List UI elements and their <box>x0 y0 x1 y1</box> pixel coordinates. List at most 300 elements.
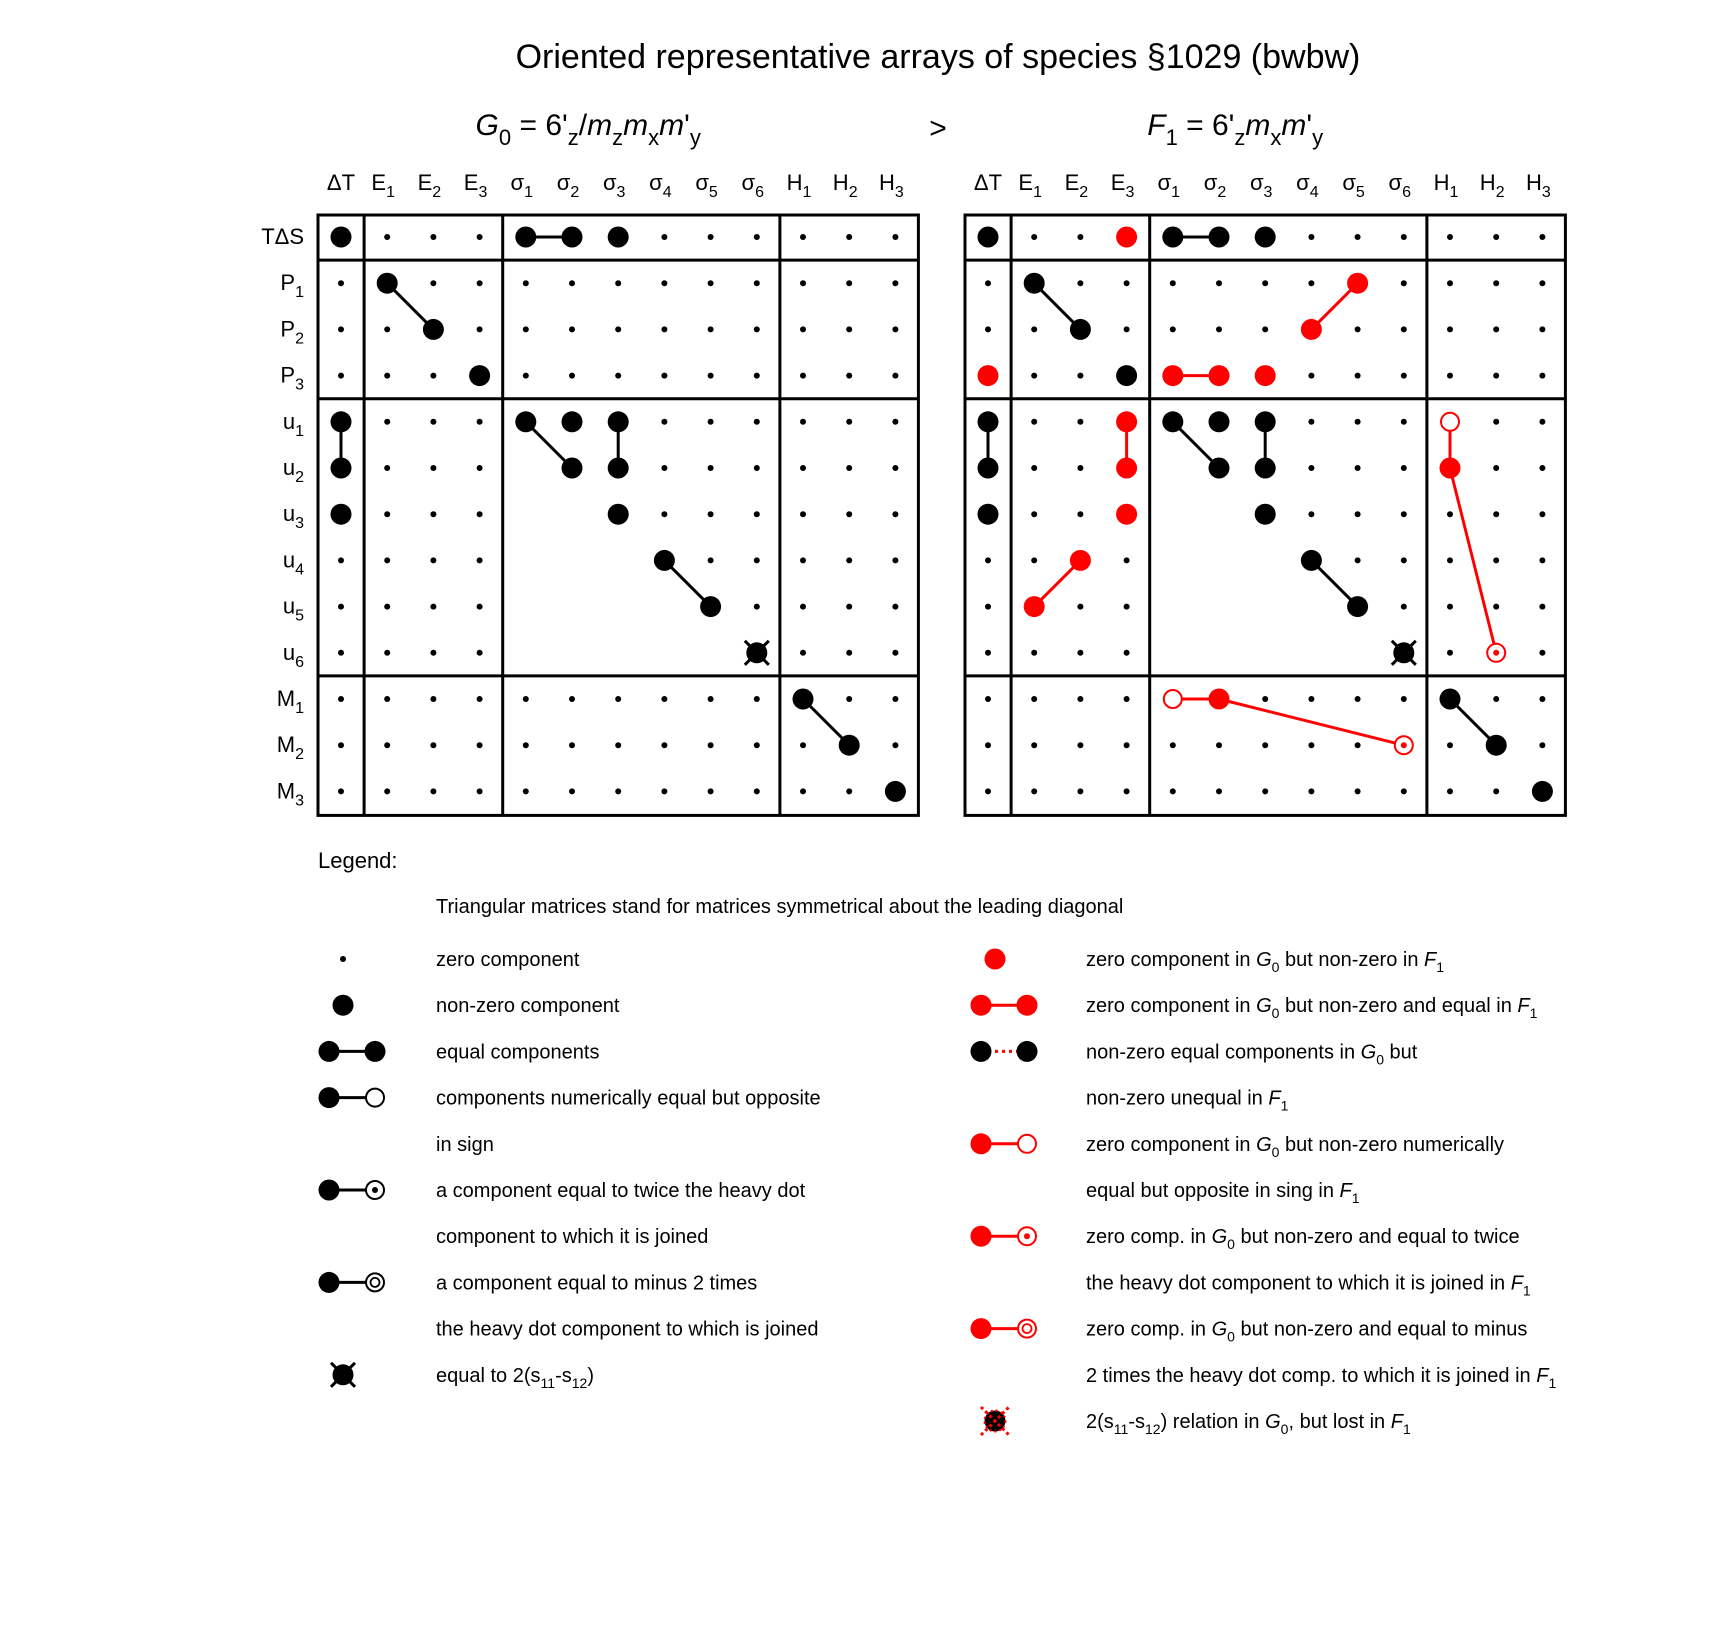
zero-component <box>1262 326 1268 332</box>
zero-component <box>1493 557 1499 563</box>
zero-component <box>800 326 806 332</box>
zero-component <box>430 511 436 517</box>
legend-minus2-ring <box>366 1273 384 1291</box>
zero-component <box>1077 742 1083 748</box>
zero-component <box>338 373 344 379</box>
zero-component <box>846 788 852 794</box>
zero-component <box>477 280 483 286</box>
zero-component <box>1493 234 1499 240</box>
zero-component <box>1447 650 1453 656</box>
zero-component <box>846 696 852 702</box>
legend-text: the heavy dot component to which it is joined in $F_1$ <box>1086 1272 1531 1299</box>
component-dot <box>1255 227 1276 248</box>
zero-component <box>1308 280 1314 286</box>
zero-component <box>1539 696 1545 702</box>
legend-text: zero component <box>436 949 580 971</box>
row-header: $P_2$ <box>280 316 304 348</box>
row-header: $u_3$ <box>282 501 304 533</box>
zero-component <box>1124 604 1130 610</box>
zero-component <box>846 326 852 332</box>
zero-component <box>1401 511 1407 517</box>
legend-zero-dot <box>340 956 346 962</box>
zero-component <box>800 280 806 286</box>
row-header: $u_4$ <box>282 547 304 579</box>
zero-component <box>430 696 436 702</box>
zero-component <box>1539 465 1545 471</box>
zero-component <box>754 742 760 748</box>
column-header: $\sigma_2$ <box>1203 170 1227 201</box>
zero-component <box>384 326 390 332</box>
zero-component <box>1077 373 1083 379</box>
component-link <box>1450 468 1496 653</box>
component-dot <box>1440 689 1461 710</box>
row-header: $M_2$ <box>276 732 304 764</box>
zero-component <box>1077 650 1083 656</box>
component-link <box>1219 699 1404 745</box>
component-dot <box>331 411 352 432</box>
component-dot <box>331 458 352 479</box>
zero-component <box>754 511 760 517</box>
row-header: $u_1$ <box>282 408 304 440</box>
zero-component <box>1539 511 1545 517</box>
zero-component <box>1031 465 1037 471</box>
zero-component <box>892 465 898 471</box>
component-dot <box>978 458 999 479</box>
zero-component <box>892 280 898 286</box>
zero-component <box>661 373 667 379</box>
row-header: $P_3$ <box>280 362 304 394</box>
zero-component <box>708 511 714 517</box>
zero-component <box>569 788 575 794</box>
legend-red-dot <box>971 1226 992 1247</box>
zero-component <box>430 373 436 379</box>
zero-component <box>477 419 483 425</box>
zero-component <box>615 280 621 286</box>
zero-component <box>430 742 436 748</box>
column-header: $\sigma_6$ <box>1388 170 1412 201</box>
zero-component <box>846 511 852 517</box>
zero-component <box>661 511 667 517</box>
zero-component <box>477 788 483 794</box>
zero-component <box>754 280 760 286</box>
component-dot <box>978 411 999 432</box>
zero-component <box>754 465 760 471</box>
zero-component <box>569 280 575 286</box>
legend-open-ring <box>1018 1135 1036 1153</box>
zero-component <box>1124 650 1130 656</box>
zero-component <box>384 696 390 702</box>
component-reddot <box>1209 365 1230 386</box>
legend-text: equal but opposite in sing in $F_1$ <box>1086 1180 1360 1206</box>
zero-component <box>661 742 667 748</box>
legend-red-dot <box>985 949 1006 970</box>
component-dot <box>1116 365 1137 386</box>
column-header: $E_3$ <box>463 170 488 201</box>
zero-component <box>430 280 436 286</box>
zero-component <box>1031 419 1037 425</box>
zero-component <box>1216 326 1222 332</box>
column-header: $\sigma_1$ <box>1157 170 1181 201</box>
zero-component <box>1308 465 1314 471</box>
component-dot <box>423 319 444 340</box>
zero-component <box>754 604 760 610</box>
component-reddot <box>1116 504 1137 525</box>
zero-component <box>477 326 483 332</box>
zero-component <box>430 788 436 794</box>
relation-sign: > <box>929 112 947 145</box>
zero-component <box>800 465 806 471</box>
zero-component <box>1539 604 1545 610</box>
column-header: $\sigma_4$ <box>649 170 672 201</box>
zero-component <box>1355 326 1361 332</box>
zero-component <box>800 511 806 517</box>
legend-text: zero comp. in $G_0$ but non-zero and equal to twice <box>1086 1226 1520 1253</box>
zero-component <box>846 650 852 656</box>
zero-component <box>384 650 390 656</box>
zero-component <box>800 557 806 563</box>
zero-component <box>1124 696 1130 702</box>
component-reddot <box>1070 550 1091 571</box>
zero-component <box>800 650 806 656</box>
zero-component <box>708 373 714 379</box>
component-reddot <box>1255 365 1276 386</box>
zero-component <box>1401 419 1407 425</box>
zero-component <box>1031 557 1037 563</box>
column-header: $\sigma_6$ <box>741 170 765 201</box>
zero-component <box>338 604 344 610</box>
legend-text: component to which it is joined <box>436 1226 709 1249</box>
legend-text: components numerically equal but opposite <box>436 1087 821 1110</box>
zero-component <box>800 234 806 240</box>
component-dot <box>978 504 999 525</box>
zero-component <box>569 326 575 332</box>
zero-component <box>1493 326 1499 332</box>
array-f1 <box>965 109 1565 815</box>
zero-component <box>1124 742 1130 748</box>
zero-component <box>569 696 575 702</box>
zero-component <box>1539 650 1545 656</box>
zero-component <box>430 234 436 240</box>
zero-component <box>754 696 760 702</box>
zero-component <box>892 650 898 656</box>
legend-heavy-dot <box>319 1087 340 1108</box>
zero-component <box>1401 604 1407 610</box>
zero-component <box>477 696 483 702</box>
component-dot <box>1024 273 1045 294</box>
zero-component <box>477 234 483 240</box>
legend-text: zero component in $G_0$ but non-zero numerically <box>1086 1133 1505 1160</box>
zero-component <box>708 465 714 471</box>
zero-component <box>384 511 390 517</box>
array-formula: $G_0 = 6'_z/m_zm_xm'_y$ <box>475 109 701 150</box>
legend-heavy-dot <box>1017 1041 1038 1062</box>
zero-component <box>892 557 898 563</box>
zero-component <box>754 419 760 425</box>
zero-component <box>1031 650 1037 656</box>
column-header: $\sigma_2$ <box>556 170 580 201</box>
zero-component <box>1031 696 1037 702</box>
zero-component <box>338 326 344 332</box>
component-reddot <box>978 365 999 386</box>
legend-text: 2 times the heavy dot comp. to which it is joined in $F_1$ <box>1086 1364 1557 1391</box>
component-dot <box>608 458 629 479</box>
zero-component <box>1077 696 1083 702</box>
legend-heavy-dot <box>365 1041 386 1062</box>
array-g0 <box>261 109 918 815</box>
legend-red-dot <box>971 1133 992 1154</box>
component-dot <box>1209 227 1230 248</box>
zero-component <box>1447 788 1453 794</box>
component-dot <box>1162 411 1183 432</box>
zero-component <box>1401 788 1407 794</box>
legend-red-dot <box>971 995 992 1016</box>
legend-twice-ring <box>366 1181 384 1199</box>
component-reddot <box>1301 319 1322 340</box>
component-dot <box>562 411 583 432</box>
zero-component <box>430 419 436 425</box>
zero-component <box>384 742 390 748</box>
zero-component <box>1447 511 1453 517</box>
zero-component <box>384 557 390 563</box>
zero-component <box>1031 788 1037 794</box>
component-dot <box>978 227 999 248</box>
component-reddot <box>1116 411 1137 432</box>
zero-component <box>985 557 991 563</box>
zero-component <box>1308 742 1314 748</box>
legend-lost-cross <box>981 1407 1009 1435</box>
component-dot <box>608 411 629 432</box>
zero-component <box>338 650 344 656</box>
zero-component <box>846 465 852 471</box>
component-dot <box>608 504 629 525</box>
zero-component <box>1216 788 1222 794</box>
legend-text: in sign <box>436 1133 494 1156</box>
component-redtwice <box>1395 736 1413 754</box>
zero-component <box>985 742 991 748</box>
zero-component <box>708 557 714 563</box>
legend-heavy-dot <box>971 1041 992 1062</box>
array-formula: $F_1 = 6'_zm_xm'_y$ <box>1147 109 1324 150</box>
zero-component <box>1170 742 1176 748</box>
zero-component <box>384 788 390 794</box>
zero-component <box>892 511 898 517</box>
zero-component <box>1355 742 1361 748</box>
zero-component <box>1308 419 1314 425</box>
component-dot <box>1209 411 1230 432</box>
component-dot <box>1255 504 1276 525</box>
zero-component <box>1308 788 1314 794</box>
component-redopen <box>1441 413 1459 431</box>
zero-component <box>1539 373 1545 379</box>
component-reddot <box>1209 689 1230 710</box>
zero-component <box>1308 234 1314 240</box>
zero-component <box>1493 280 1499 286</box>
legend-text: non-zero unequal in $F_1$ <box>1086 1087 1289 1114</box>
zero-component <box>985 326 991 332</box>
zero-component <box>800 604 806 610</box>
component-xdot <box>745 641 769 665</box>
column-header: $\sigma_5$ <box>1342 170 1365 201</box>
component-xdot <box>1392 641 1416 665</box>
column-header: $\sigma_3$ <box>602 170 626 201</box>
zero-component <box>477 465 483 471</box>
legend-text: equal to $2(s_{11}-s_{12})$ <box>436 1364 594 1391</box>
zero-component <box>1401 465 1407 471</box>
zero-component <box>615 373 621 379</box>
zero-component <box>708 280 714 286</box>
zero-component <box>1401 373 1407 379</box>
legend-text: $2(s_{11}-s_{12})$ relation in $G_0$, but lost in $F_1$ <box>1086 1411 1411 1437</box>
legend-heavy-dot <box>319 1272 340 1293</box>
zero-component <box>661 280 667 286</box>
zero-component <box>892 373 898 379</box>
zero-component <box>1031 742 1037 748</box>
row-header: TΔS <box>261 224 304 249</box>
zero-component <box>384 373 390 379</box>
component-dot <box>885 781 906 802</box>
zero-component <box>708 696 714 702</box>
zero-component <box>1077 511 1083 517</box>
component-reddot <box>1347 273 1368 294</box>
zero-component <box>477 604 483 610</box>
component-reddot <box>1162 365 1183 386</box>
zero-component <box>892 742 898 748</box>
legend-text: zero comp. in $G_0$ but non-zero and equal to minus <box>1086 1318 1528 1345</box>
column-header: $E_3$ <box>1110 170 1135 201</box>
legend-heavy-dot <box>319 1041 340 1062</box>
zero-component <box>1355 234 1361 240</box>
zero-component <box>800 788 806 794</box>
zero-component <box>754 234 760 240</box>
zero-component <box>800 373 806 379</box>
zero-component <box>1124 280 1130 286</box>
zero-component <box>430 557 436 563</box>
zero-component <box>708 419 714 425</box>
column-header: ΔT <box>973 170 1003 195</box>
zero-component <box>1355 465 1361 471</box>
legend-text: a component equal to minus 2 times <box>436 1272 758 1295</box>
zero-component <box>1447 280 1453 286</box>
zero-component <box>1493 788 1499 794</box>
column-header: $H_3$ <box>1526 170 1551 201</box>
column-header: $E_2$ <box>417 170 442 201</box>
zero-component <box>1447 234 1453 240</box>
zero-component <box>1493 604 1499 610</box>
legend-text: zero component in $G_0$ but non-zero in $F_1$ <box>1086 949 1445 975</box>
zero-component <box>1447 557 1453 563</box>
zero-component <box>1077 465 1083 471</box>
zero-component <box>1124 326 1130 332</box>
row-header: $M_1$ <box>276 686 304 717</box>
legend-text: zero component in $G_0$ but non-zero and equal in $F_1$ <box>1086 995 1538 1022</box>
zero-component <box>892 419 898 425</box>
zero-component <box>1031 373 1037 379</box>
column-header: $\sigma_5$ <box>695 170 718 201</box>
zero-component <box>1447 326 1453 332</box>
zero-component <box>477 742 483 748</box>
zero-component <box>754 373 760 379</box>
diagram-title: Oriented representative arrays of species §1029 (bwbw) <box>515 38 1361 76</box>
zero-component <box>846 419 852 425</box>
column-header: $H_2$ <box>832 170 858 201</box>
zero-component <box>1262 788 1268 794</box>
zero-component <box>1401 280 1407 286</box>
zero-component <box>384 604 390 610</box>
zero-component <box>430 650 436 656</box>
zero-component <box>1401 696 1407 702</box>
component-dot <box>1532 781 1553 802</box>
zero-component <box>523 280 529 286</box>
zero-component <box>1077 419 1083 425</box>
column-header: $E_1$ <box>1018 170 1042 201</box>
column-header: $E_1$ <box>371 170 395 201</box>
component-dot <box>700 596 721 617</box>
zero-component <box>384 465 390 471</box>
zero-component <box>569 373 575 379</box>
zero-component <box>800 419 806 425</box>
zero-component <box>661 696 667 702</box>
zero-component <box>892 326 898 332</box>
row-header: $M_3$ <box>276 778 304 810</box>
zero-component <box>1401 557 1407 563</box>
legend-note: Triangular matrices stand for matrices symmetrical about the leading diagonal <box>436 896 1124 918</box>
component-reddot <box>1116 227 1137 248</box>
zero-component <box>615 788 621 794</box>
zero-component <box>1031 234 1037 240</box>
component-dot <box>331 227 352 248</box>
component-reddot <box>1116 458 1137 479</box>
zero-component <box>1401 234 1407 240</box>
zero-component <box>661 465 667 471</box>
zero-component <box>846 557 852 563</box>
zero-component <box>1216 280 1222 286</box>
component-dot <box>515 411 536 432</box>
zero-component <box>1308 511 1314 517</box>
legend-open-ring <box>366 1089 384 1107</box>
zero-component <box>523 326 529 332</box>
zero-component <box>661 788 667 794</box>
zero-component <box>523 742 529 748</box>
legend-text: a component equal to twice the heavy dot <box>436 1180 806 1202</box>
column-header: $H_1$ <box>786 170 812 201</box>
zero-component <box>1124 788 1130 794</box>
zero-component <box>1355 373 1361 379</box>
zero-component <box>1493 696 1499 702</box>
legend-red-dot <box>971 1318 992 1339</box>
zero-component <box>1262 742 1268 748</box>
zero-component <box>338 788 344 794</box>
legend-text: equal components <box>436 1041 600 1064</box>
column-header: ΔT <box>326 170 356 195</box>
zero-component <box>1493 373 1499 379</box>
zero-component <box>1447 742 1453 748</box>
zero-component <box>708 326 714 332</box>
zero-component <box>1355 419 1361 425</box>
zero-component <box>569 742 575 748</box>
zero-component <box>1447 604 1453 610</box>
zero-component <box>846 234 852 240</box>
component-dot <box>1162 227 1183 248</box>
zero-component <box>1077 234 1083 240</box>
zero-component <box>615 742 621 748</box>
zero-component <box>477 557 483 563</box>
zero-component <box>1539 742 1545 748</box>
component-dot <box>1255 458 1276 479</box>
component-dot <box>562 227 583 248</box>
zero-component <box>338 557 344 563</box>
component-dot <box>1255 411 1276 432</box>
zero-component <box>708 742 714 748</box>
